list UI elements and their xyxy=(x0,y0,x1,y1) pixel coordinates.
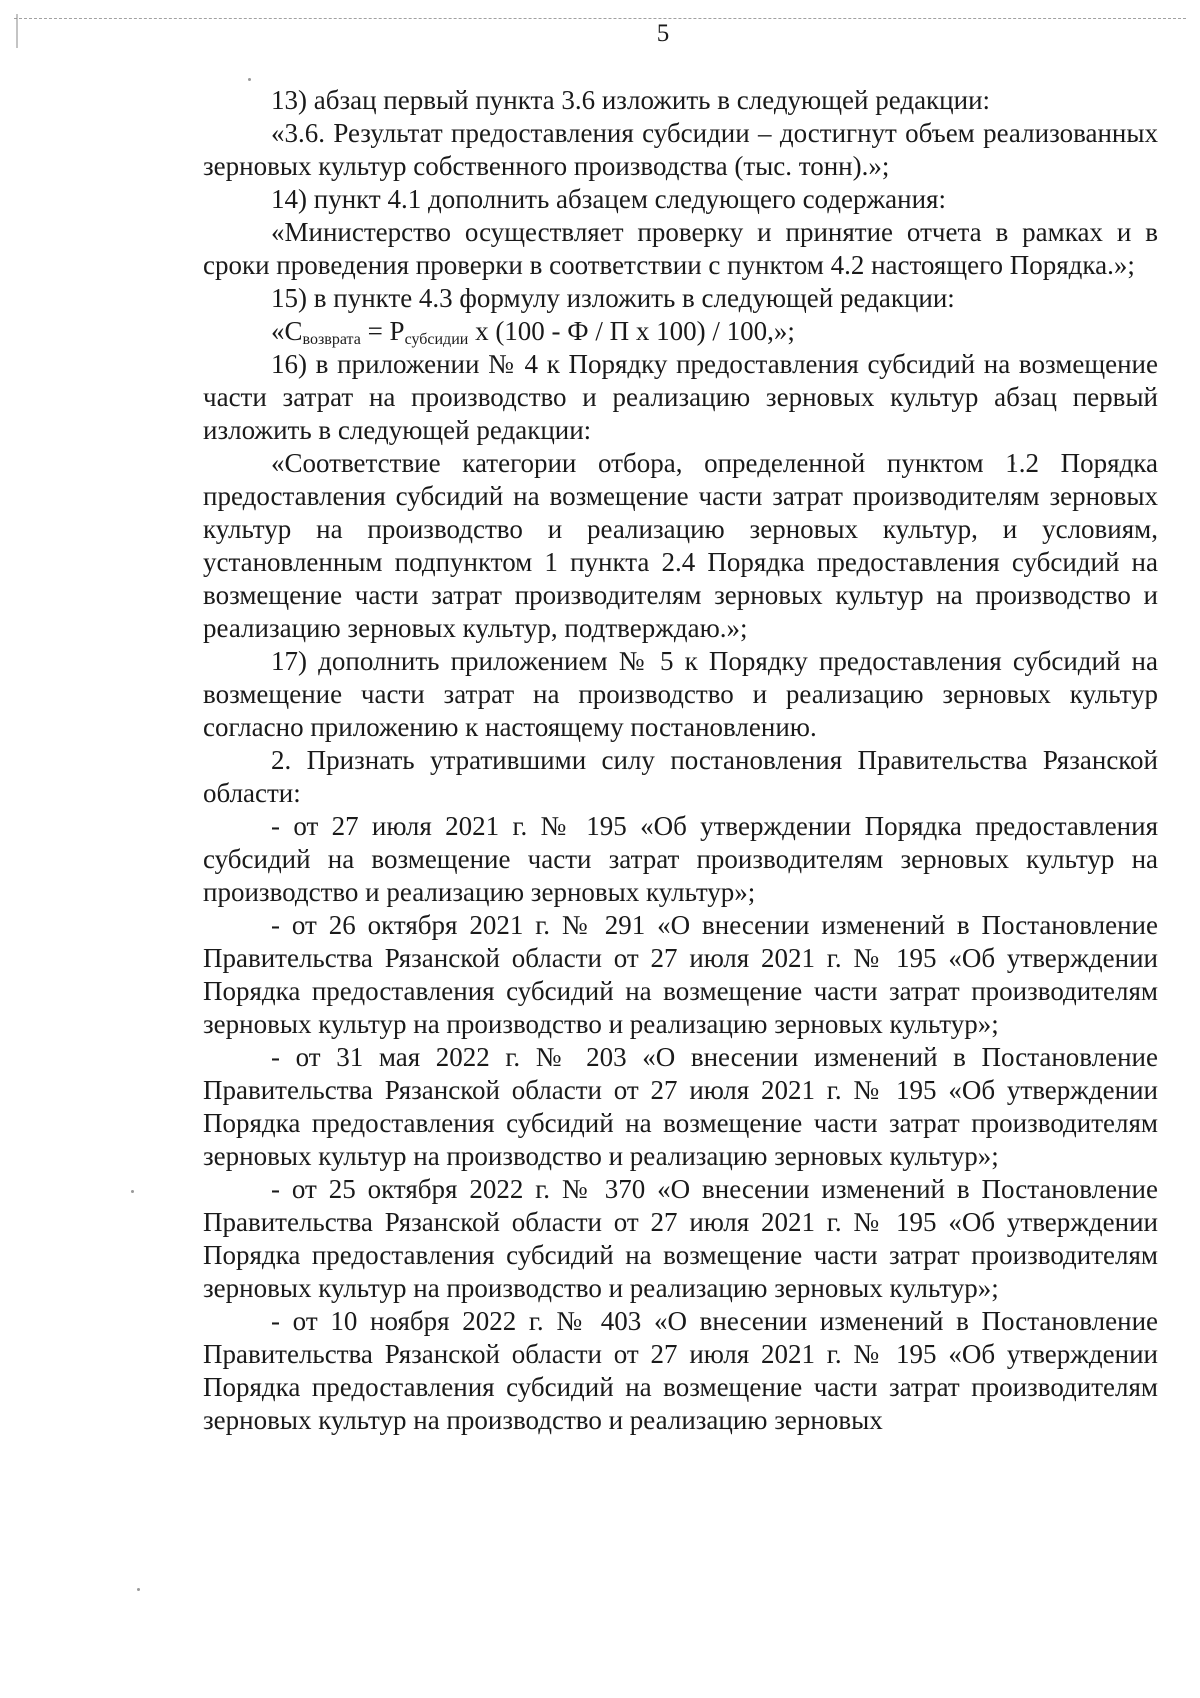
scan-speck xyxy=(248,78,251,81)
paragraph: 13) абзац первый пункта 3.6 изложить в следующей редакции: xyxy=(271,85,991,115)
formula-open: «С xyxy=(271,316,303,346)
page-number: 5 xyxy=(656,20,670,47)
formula-line xyxy=(203,315,1158,348)
paragraph: 16) в приложении № 4 к Порядку предоставления субсидий на возмещение части затрат на производство и реализацию зерновых культур абзац первый изложить в следующей редакции: xyxy=(203,349,1158,445)
paragraph: 17) дополнить приложением № 5 к Порядку предоставления субсидий на возмещение части затрат на производство и реализацию зерновых культур согласно приложению к настоящему постановлению. xyxy=(203,646,1158,742)
paragraph: 15) в пункте 4.3 формулу изложить в следующей редакции: xyxy=(271,283,955,313)
scan-edge-line xyxy=(14,18,1186,19)
paragraph: - от 26 октября 2021 г. № 291 «О внесении изменений в Постановление Правительства Рязанской области от 27 июля 2021 г. № 195 «Об утверждении Порядка предоставления субсидий на возмещение части затрат производителям зерновых культур на производство и реализацию зерновых культур»; xyxy=(203,910,1158,1039)
paragraph: - от 25 октября 2022 г. № 370 «О внесении изменений в Постановление Правительства Рязанской области от 27 июля 2021 г. № 195 «Об утверждении Порядка предоставления субсидий на возмещение части затрат производителям зерновых культур на производство и реализацию зерновых культур»; xyxy=(203,1174,1158,1303)
formula-rest: х (100 - Ф / П х 100) / 100,»; xyxy=(468,316,795,346)
paragraph: - от 31 мая 2022 г. № 203 «О внесении изменений в Постановление Правительства Рязанской области от 27 июля 2021 г. № 195 «Об утверждении Порядка предоставления субсидий на возмещение части затрат производителям зерновых культур на производство и реализацию зерновых культур»; xyxy=(203,1042,1158,1171)
paragraph: 14) пункт 4.1 дополнить абзацем следующего содержания: xyxy=(271,184,946,214)
formula-subscript-return: возврата xyxy=(302,331,361,348)
formula-subscript-subsidy: субсидии xyxy=(404,331,469,348)
scan-speck xyxy=(137,1588,140,1591)
scan-speck xyxy=(131,1190,134,1193)
paragraph: «Соответствие категории отбора, определенной пунктом 1.2 Порядка предоставления субсидий на возмещение части затрат производителям зерновых культур на производство и реализацию зерновых культур, и условиям, установленным подпунктом 1 пункта 2.4 Порядка предоставления субсидий на возмещение части затрат производителям зерновых культур на производство и реализацию зерновых культур, подтверждаю.»; xyxy=(203,448,1158,643)
document-body xyxy=(203,84,1158,1437)
paragraph: «Министерство осуществляет проверку и принятие отчета в рамках и в сроки проведения проверки в соответствии с пунктом 4.2 настоящего Порядка.»; xyxy=(203,217,1158,280)
paragraph: 2. Признать утратившими силу постановления Правительства Рязанской области: xyxy=(203,745,1158,808)
paragraph: «3.6. Результат предоставления субсидии – достигнут объем реализованных зерновых культур собственного производства (тыс. тонн).»; xyxy=(203,118,1158,181)
paragraph: - от 10 ноября 2022 г. № 403 «О внесении изменений в Постановление Правительства Рязанской области от 27 июля 2021 г. № 195 «Об утверждении Порядка предоставления субсидий на возмещение части затрат производителям зерновых культур на производство и реализацию зерновых xyxy=(203,1306,1158,1435)
paragraph: - от 27 июля 2021 г. № 195 «Об утверждении Порядка предоставления субсидий на возмещение части затрат производителям зерновых культур на производство и реализацию зерновых культур»; xyxy=(203,811,1158,907)
formula-equals: = Р xyxy=(360,316,405,346)
